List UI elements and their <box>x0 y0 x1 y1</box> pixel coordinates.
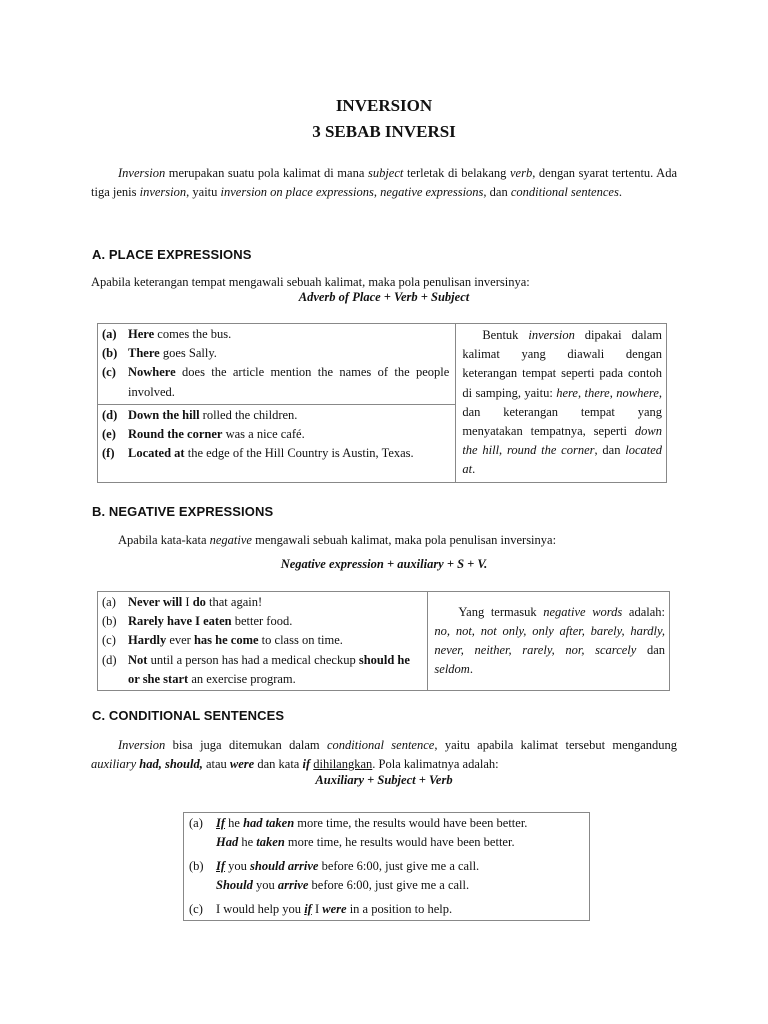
section-a-heading: A. PLACE EXPRESSIONS <box>92 247 252 262</box>
negative-words-note: Yang termasuk negative words adalah: no, not, not only, only after, barely, hardly, never, neither, rarely, nor, scarcely dan seldom. <box>428 592 670 691</box>
examples-cell-2 <box>98 405 456 483</box>
place-expressions-note: Bentuk inversion dipakai dalam kalimat yang diawali dengan keterangan tempat seperti pada contoh di samping, yaitu: here, there, nowhere, dan keterangan tempat yang menyatakan tempatnya, seperti down the hill, round the corner, dan located at. <box>456 324 667 483</box>
example-d: (d) Down the hill rolled the children. <box>102 408 298 422</box>
section-b-intro: Apabila kata-kata negative mengawali sebuah kalimat, maka pola penulisan inversinya: <box>118 533 557 547</box>
section-c-formula: Auxiliary + Subject + Verb <box>315 773 453 787</box>
example-cond-a: (a) If he had taken more time, the results would have been better. Had he taken more time, he results would have been better. <box>189 816 528 849</box>
example-neg-d: (d) Not until a person has had a medical checkup should he or she start an exercise program. <box>102 652 410 686</box>
example-cond-b: (b) If you should arrive before 6:00, just give me a call. Should you arrive before 6:00, just give me a call. <box>189 859 480 892</box>
example-c: (c) Nowhere does the article mention the names of the people involved. <box>102 365 450 399</box>
intro-paragraph: Inversion merupakan suatu pola kalimat di mana subject terletak di belakang verb, dengan syarat tertentu. Ada tiga jenis inversion, yaitu inversion on place expressions, negative expressions, dan conditional sentences. <box>91 166 677 199</box>
example-e: (e) Round the corner was a nice café. <box>102 427 305 442</box>
page-title: INVERSION <box>335 96 433 115</box>
example-neg-c: (c) Hardly ever has he come to class on time. <box>102 633 343 648</box>
example-f: (f) Located at the edge of the Hill Country is Austin, Texas. <box>102 446 414 461</box>
section-b-table <box>97 591 670 691</box>
example-neg-a: (a) Never will I do that again! <box>102 595 263 609</box>
section-a-intro: Apabila keterangan tempat mengawali sebuah kalimat, maka pola penulisan inversinya: <box>91 275 530 289</box>
section-a-table <box>97 323 667 483</box>
examples-cell-1 <box>98 324 456 405</box>
section-c-heading: C. CONDITIONAL SENTENCES <box>92 708 285 723</box>
section-b-formula: Negative expression + auxiliary + S + V. <box>280 557 488 571</box>
section-a-formula: Adverb of Place + Verb + Subject <box>298 290 470 304</box>
section-b-heading: B. NEGATIVE EXPRESSIONS <box>92 504 274 519</box>
page-subtitle: 3 SEBAB INVERSI <box>312 122 456 141</box>
example-neg-b: (b) Rarely have I eaten better food. <box>102 614 293 629</box>
example-b: (b) There goes Sally. <box>102 346 217 361</box>
example-cond-c: (c) I would help you if I were in a position to help. <box>189 902 453 916</box>
negative-examples-cell <box>98 592 428 691</box>
section-c-box <box>183 812 590 921</box>
example-a: (a) Here comes the bus. <box>102 327 232 341</box>
section-c-intro: Inversion bisa juga ditemukan dalam conditional sentence, yaitu apabila kalimat tersebut mengandung auxiliary had, should, atau were dan kata if dihilangkan. Pola kalimatnya adalah: <box>91 738 677 771</box>
